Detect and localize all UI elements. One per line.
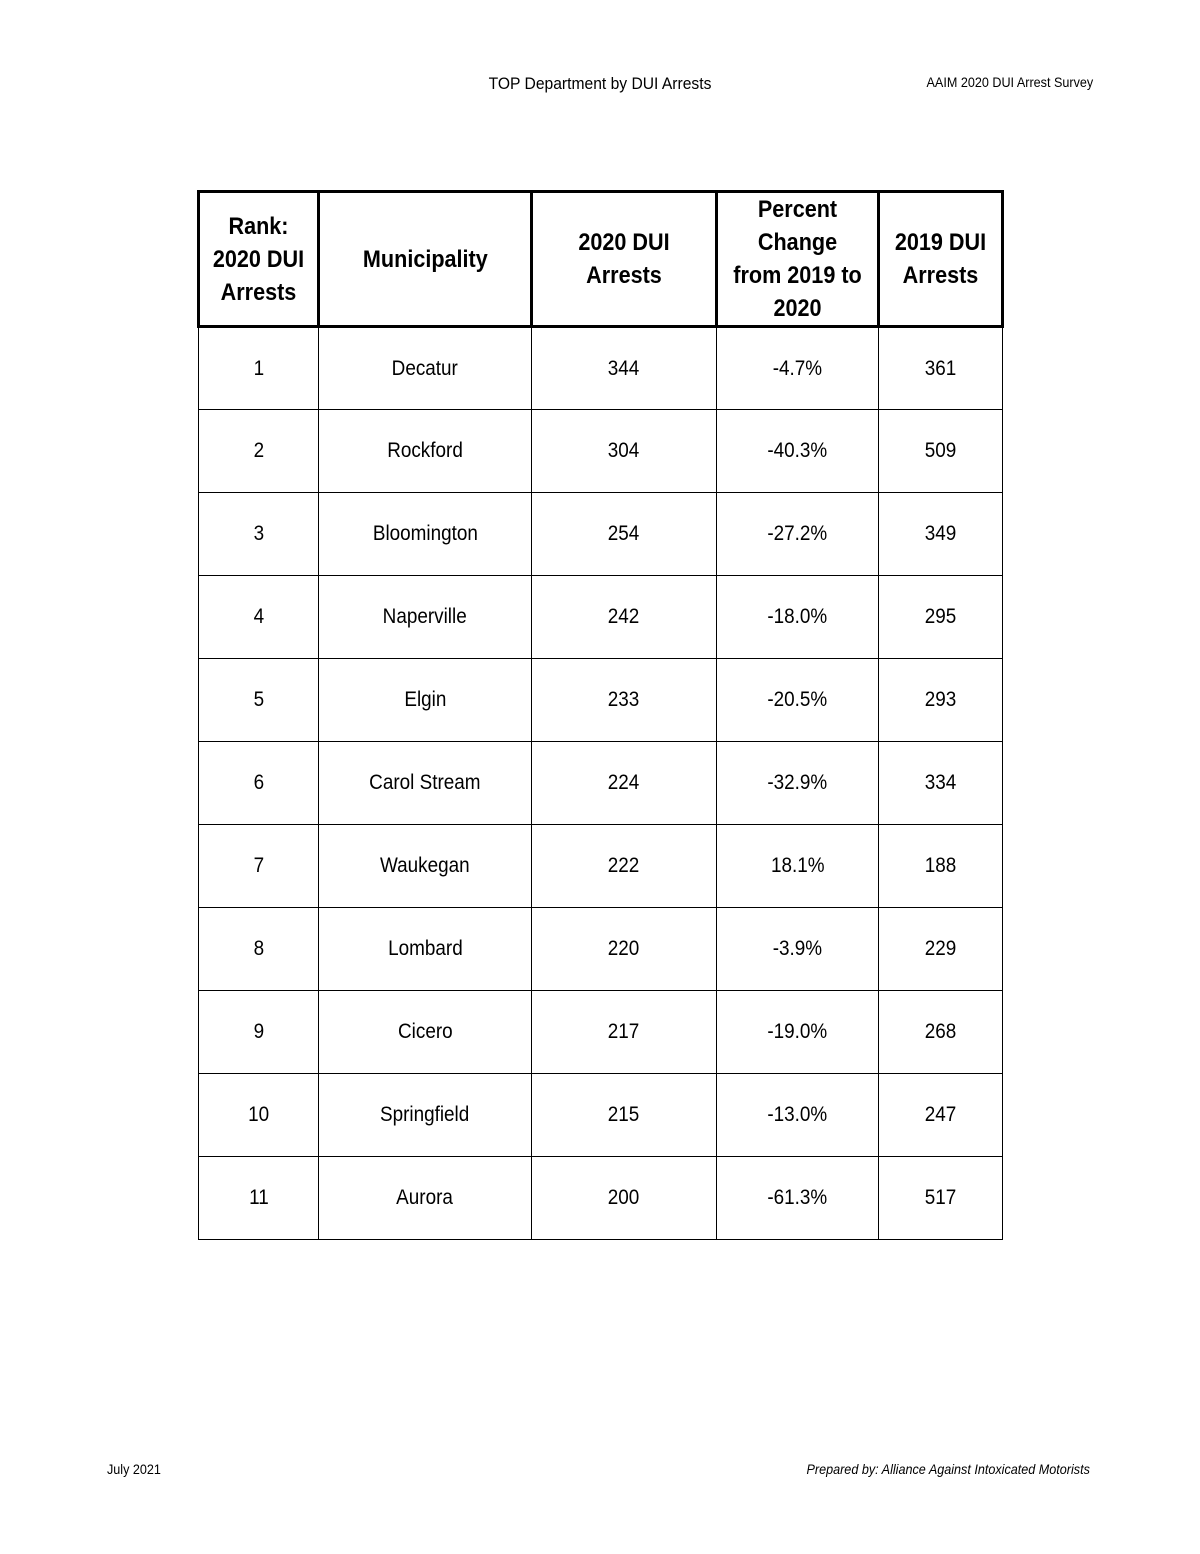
table-row xyxy=(199,576,1003,659)
municipality-cell: Carol Stream xyxy=(319,742,532,825)
municipality-cell: Aurora xyxy=(319,1157,532,1240)
footer-prepared-by: Prepared by: Alliance Against Intoxicated Motorists xyxy=(806,1461,1090,1477)
rank-cell: 11 xyxy=(199,1157,319,1240)
percent-change-cell: -19.0% xyxy=(717,991,879,1074)
column-header-2019-arrests: 2019 DUI Arrests xyxy=(879,192,1003,327)
page-title: TOP Department by DUI Arrests xyxy=(488,74,712,93)
column-header-percent-change: Percent Change from 2019 to 2020 xyxy=(717,192,879,327)
arrests-2019-cell: 517 xyxy=(879,1157,1003,1240)
percent-change-cell: -3.9% xyxy=(717,908,879,991)
arrests-2020-cell: 224 xyxy=(532,742,717,825)
table-row xyxy=(199,825,1003,908)
arrests-2019-cell: 247 xyxy=(879,1074,1003,1157)
arrests-2019-cell: 361 xyxy=(879,327,1003,410)
municipality-cell: Bloomington xyxy=(319,493,532,576)
arrests-2020-cell: 222 xyxy=(532,825,717,908)
arrests-2019-cell: 293 xyxy=(879,659,1003,742)
table-row xyxy=(199,908,1003,991)
table-row xyxy=(199,742,1003,825)
percent-change-cell: -13.0% xyxy=(717,1074,879,1157)
table-row xyxy=(199,659,1003,742)
municipality-cell: Springfield xyxy=(319,1074,532,1157)
rank-cell: 3 xyxy=(199,493,319,576)
table-header-row xyxy=(199,192,1003,327)
percent-change-cell: 18.1% xyxy=(717,825,879,908)
arrests-2019-cell: 268 xyxy=(879,991,1003,1074)
dui-arrests-table xyxy=(197,190,1004,1240)
survey-name: AAIM 2020 DUI Arrest Survey xyxy=(926,74,1093,90)
arrests-2020-cell: 254 xyxy=(532,493,717,576)
arrests-2019-cell: 229 xyxy=(879,908,1003,991)
arrests-2020-cell: 344 xyxy=(532,327,717,410)
municipality-cell: Decatur xyxy=(319,327,532,410)
table-row xyxy=(199,493,1003,576)
percent-change-cell: -4.7% xyxy=(717,327,879,410)
rank-cell: 6 xyxy=(199,742,319,825)
percent-change-cell: -27.2% xyxy=(717,493,879,576)
arrests-2020-cell: 242 xyxy=(532,576,717,659)
arrests-2019-cell: 334 xyxy=(879,742,1003,825)
table-row xyxy=(199,1074,1003,1157)
arrests-2020-cell: 215 xyxy=(532,1074,717,1157)
arrests-2019-cell: 349 xyxy=(879,493,1003,576)
table-row xyxy=(199,410,1003,493)
municipality-cell: Rockford xyxy=(319,410,532,493)
rank-cell: 7 xyxy=(199,825,319,908)
table-row xyxy=(199,1157,1003,1240)
arrests-2019-cell: 188 xyxy=(879,825,1003,908)
rank-cell: 10 xyxy=(199,1074,319,1157)
footer-date: July 2021 xyxy=(107,1461,161,1477)
rank-cell: 9 xyxy=(199,991,319,1074)
percent-change-cell: -18.0% xyxy=(717,576,879,659)
column-header-municipality: Municipality xyxy=(319,192,532,327)
percent-change-cell: -20.5% xyxy=(717,659,879,742)
rank-cell: 5 xyxy=(199,659,319,742)
arrests-2020-cell: 304 xyxy=(532,410,717,493)
municipality-cell: Elgin xyxy=(319,659,532,742)
arrests-2020-cell: 220 xyxy=(532,908,717,991)
arrests-2020-cell: 200 xyxy=(532,1157,717,1240)
percent-change-cell: -40.3% xyxy=(717,410,879,493)
municipality-cell: Cicero xyxy=(319,991,532,1074)
arrests-2019-cell: 509 xyxy=(879,410,1003,493)
rank-cell: 4 xyxy=(199,576,319,659)
municipality-cell: Naperville xyxy=(319,576,532,659)
table-row xyxy=(199,991,1003,1074)
municipality-cell: Waukegan xyxy=(319,825,532,908)
municipality-cell: Lombard xyxy=(319,908,532,991)
arrests-2019-cell: 295 xyxy=(879,576,1003,659)
percent-change-cell: -61.3% xyxy=(717,1157,879,1240)
rank-cell: 2 xyxy=(199,410,319,493)
arrests-2020-cell: 217 xyxy=(532,991,717,1074)
rank-cell: 8 xyxy=(199,908,319,991)
column-header-2020-arrests: 2020 DUI Arrests xyxy=(532,192,717,327)
column-header-rank: Rank: 2020 DUI Arrests xyxy=(199,192,319,327)
percent-change-cell: -32.9% xyxy=(717,742,879,825)
arrests-2020-cell: 233 xyxy=(532,659,717,742)
table-row xyxy=(199,327,1003,410)
rank-cell: 1 xyxy=(199,327,319,410)
